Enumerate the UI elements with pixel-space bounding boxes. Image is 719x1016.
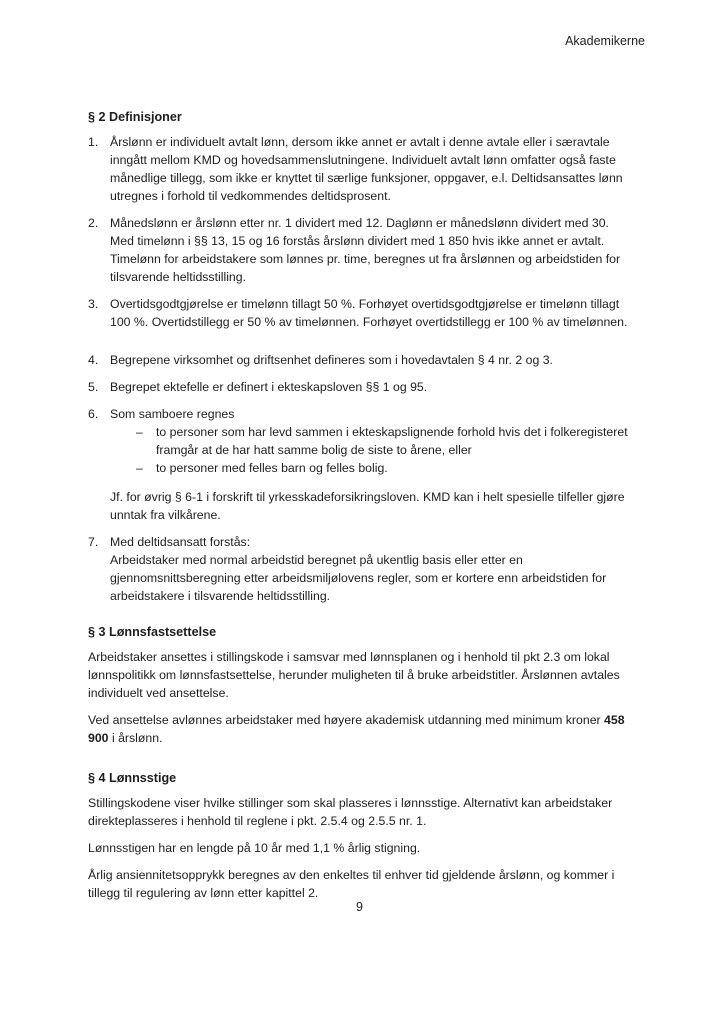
list-item	[136, 423, 636, 459]
list-item-text: to personer med felles barn og felles bolig.	[156, 461, 388, 475]
definition-text: Overtidsgodtgjørelse er timelønn tillagt 50 %. Forhøyet overtidsgodtgjørelse er timelønn tillagt 100 %. Overtidstillegg er 50 % av timelønnen. Forhøyet overtidstillegg er 100 % av timelønnen.	[110, 297, 628, 329]
cohabitant-criteria-list	[110, 423, 636, 477]
definition-number: 7.	[88, 535, 99, 549]
document-body	[88, 108, 636, 911]
section-2-title: § 2 Definisjoner	[88, 110, 182, 124]
definition-text: Med deltidsansatt forstås:	[110, 535, 251, 549]
definition-item-4	[88, 351, 636, 369]
dash-bullet: –	[136, 461, 143, 475]
definition-number: 6.	[88, 407, 99, 421]
definition-number: 2.	[88, 216, 99, 230]
section-4	[88, 769, 636, 902]
definition-text: Begrepene virksomhet og driftsenhet defineres som i hovedavtalen § 4 nr. 2 og 3.	[110, 353, 553, 367]
definition-number: 3.	[88, 297, 99, 311]
paragraph: Stillingskodene viser hvilke stillinger som skal plasseres i lønnsstige. Alternativt kan arbeidstaker direkteplasseres i henhold til reglene i pkt. 2.5.4 og 2.5.5 nr. 1.	[88, 796, 613, 828]
definition-text: Månedslønn er årslønn etter nr. 1 dividert med 12. Daglønn er månedslønn dividert med 30. Med timelønn i §§ 13, 15 og 16 forstås årslønn dividert med 1 850 hvis ikke annet er avtalt. Timelønn for arbeidstakere som lønnes pr. time, beregnes ut fra årslønnen og arbeidstiden for tilsvarende heltidsstilling.	[110, 216, 621, 284]
paragraph: Lønnsstigen har en lengde på 10 år med 1,1 % årlig stigning.	[88, 841, 421, 855]
definition-number: 4.	[88, 353, 99, 367]
definition-item-1	[88, 133, 636, 205]
definitions-list	[88, 133, 636, 605]
definition-text: Begrepet ektefelle er definert i ekteskapsloven §§ 1 og 95.	[110, 380, 428, 394]
definition-text: Årslønn er individuelt avtalt lønn, dersom ikke annet er avtalt i denne avtale eller i særavtale inngått mellom KMD og hovedsammenslutningene. Individuelt avtalt lønn omfatter også faste månedlige tillegg, som ikke er knyttet til særlige funksjoner, oppgaver, e.l. Deltidsansattes lønn utregnes i forhold til vedkommendes deltidsprosent.	[110, 135, 623, 203]
definition-item-3	[88, 295, 636, 331]
paragraph-text: i årslønn.	[108, 731, 163, 745]
list-item	[136, 459, 636, 477]
definition-number: 1.	[88, 135, 99, 149]
header-org: Akademikerne	[565, 34, 645, 48]
paragraph-text: Ved ansettelse avlønnes arbeidstaker med høyere akademisk utdanning med minimum kroner	[88, 713, 605, 727]
definition-item-7	[88, 533, 636, 605]
minimum-salary-amount: 458 900	[88, 713, 625, 745]
paragraph	[88, 711, 636, 747]
definition-item-5	[88, 378, 636, 396]
definition-item-2	[88, 214, 636, 286]
definition-number: 5.	[88, 380, 99, 394]
section-3	[88, 623, 636, 747]
list-item-text: to personer som har levd sammen i ekteskapslignende forhold hvis det i folkeregisteret framgår at de har hatt samme bolig de siste to årene, eller	[156, 425, 628, 457]
section-4-title: § 4 Lønnsstige	[88, 771, 177, 785]
paragraph: Årlig ansiennitetsopprykk beregnes av den enkeltes til enhver tid gjeldende årslønn, og kommer i tillegg til regulering av lønn etter kapittel 2.	[88, 868, 615, 900]
definition-text: Som samboere regnes	[110, 407, 235, 421]
page-number: 9	[356, 900, 363, 914]
section-3-title: § 3 Lønnsfastsettelse	[88, 625, 217, 639]
definition-detail: Arbeidstaker med normal arbeidstid beregnet på ukentlig basis eller etter en gjennomsnittsberegning etter arbeidsmiljølovens regler, som er kortere enn arbeidstiden for arbeidstakere i tilsvarende heltidsstilling.	[110, 553, 607, 603]
dash-bullet: –	[136, 425, 143, 439]
paragraph: Arbeidstaker ansettes i stillingskode i samsvar med lønnsplanen og i henhold til pkt 2.3 om lokal lønnspolitikk om lønnsfastsettelse, herunder muligheten til å bruke arbeidstitler. Årslønnen avtales individuelt ved ansettelse.	[88, 650, 620, 700]
definition-item-6	[88, 405, 636, 524]
definition-note: Jf. for øvrig § 6-1 i forskrift til yrkesskadeforsikringsloven. KMD kan i helt spesielle tilfeller gjøre unntak fra vilkårene.	[110, 490, 625, 522]
